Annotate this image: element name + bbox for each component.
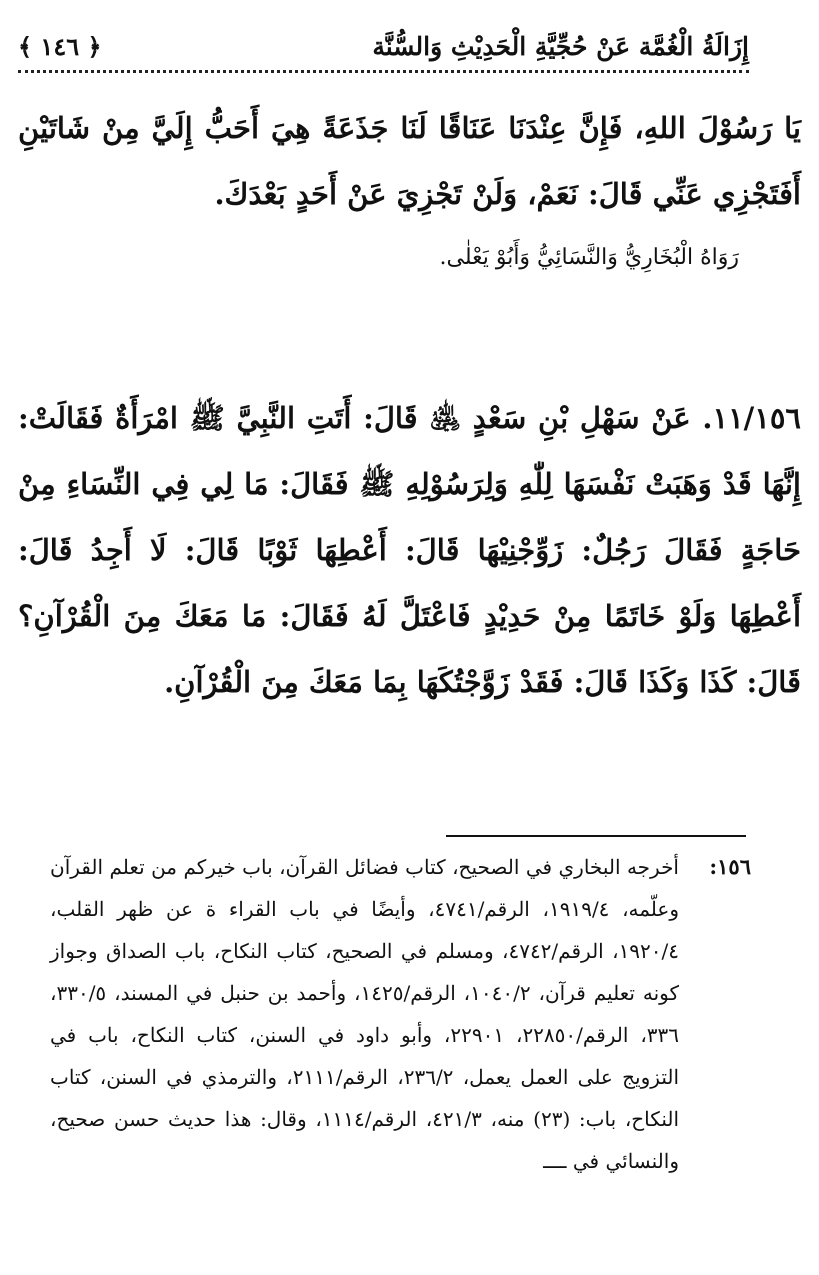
page-number: ﴿ ١٤٦ ﴾ (18, 31, 102, 61)
hadith-156-text: ١١/١٥٦. عَنْ سَهْلِ بْنِ سَعْدٍ ﵁ قَالَ: أَتَتِ النَّبِيَّ ﷺ امْرَأَةٌ فَقَالَتْ: إِنَّهَا قَدْ وَهَبَتْ نَفْسَهَا لِلّٰهِ وَلِرَسُوْلِهِ ﷺ فَقَالَ: مَا لِي فِي النِّسَاءِ مِنْ حَاجَةٍ فَقَالَ رَجُلٌ: زَوِّجْنِيْهَا قَالَ: أَعْطِهَا ثَوْبًا قَالَ: لَا أَجِدُ قَالَ: أَعْطِهَا وَلَوْ خَاتَمًا مِنْ حَدِيْدٍ فَاعْتَلَّ لَهُ فَقَالَ: مَا مَعَكَ مِنَ الْقُرْآنِ؟ قَالَ: كَذَا وَكَذَا قَالَ: فَقَدْ زَوَّجْتُكَهَا بِمَا مَعَكَ مِنَ الْقُرْآنِ. (18, 401, 801, 699)
footnote-text: أخرجه البخاري في الصحيح، كتاب فضائل القرآن، باب خيركم من تعلم القرآن وعلّمه، ١٩١٩/٤، الرقم/٤٧٤١، وأيضًا في باب القراء ة عن ظهر القلب، ١٩٢٠/٤، الرقم/٤٧٤٢، ومسلم في الصحيح، كتاب النكاح، باب الصداق وجواز كونه تعليم قرآن، ١٠٤٠/٢، الرقم/١٤٢٥، وأحمد بن حنبل في المسند، ٣٣٠/٥، ٣٣٦، الرقم/٢٢٨٥٠، ٢٢٩٠١، وأبو داود في السنن، كتاب النكاح، باب في التزويج على العمل يعمل، ٢٣٦/٢، الرقم/٢١١١، والترمذي في السنن، كتاب النكاح، باب: (٢٣) منه، ٤٢١/٣، الرقم/١١١٤، وقال: هذا حديث حسن صحيح، والنسائي في ــــ (50, 855, 680, 1173)
footnote-number: ١٥٦: (709, 854, 751, 879)
book-title: إِزَالَةُ الْغُمَّة عَنْ حُجِّيَّةِ الْحَدِيْثِ وَالسُّنَّة (372, 31, 749, 61)
footnote-separator (446, 835, 746, 837)
footnote-156 (50, 846, 749, 1182)
hadith-source: رَوَاهُ الْبُخَارِيُّ وَالنَّسَائِيُّ وَأَبُوْ يَعْلٰى. (439, 245, 739, 270)
hadith-continuation-text: يَا رَسُوْلَ اللهِ، فَإِنَّ عِنْدَنَا عَنَاقًا لَنَا جَذَعَةً هِيَ أَحَبُّ إِلَيَّ مِنْ شَاتَيْنِ أَفَتَجْزِي عَنِّي قَالَ: نَعَمْ، وَلَنْ تَجْزِيَ عَنْ أَحَدٍ بَعْدَكَ. (18, 111, 801, 211)
page-header (18, 22, 749, 73)
